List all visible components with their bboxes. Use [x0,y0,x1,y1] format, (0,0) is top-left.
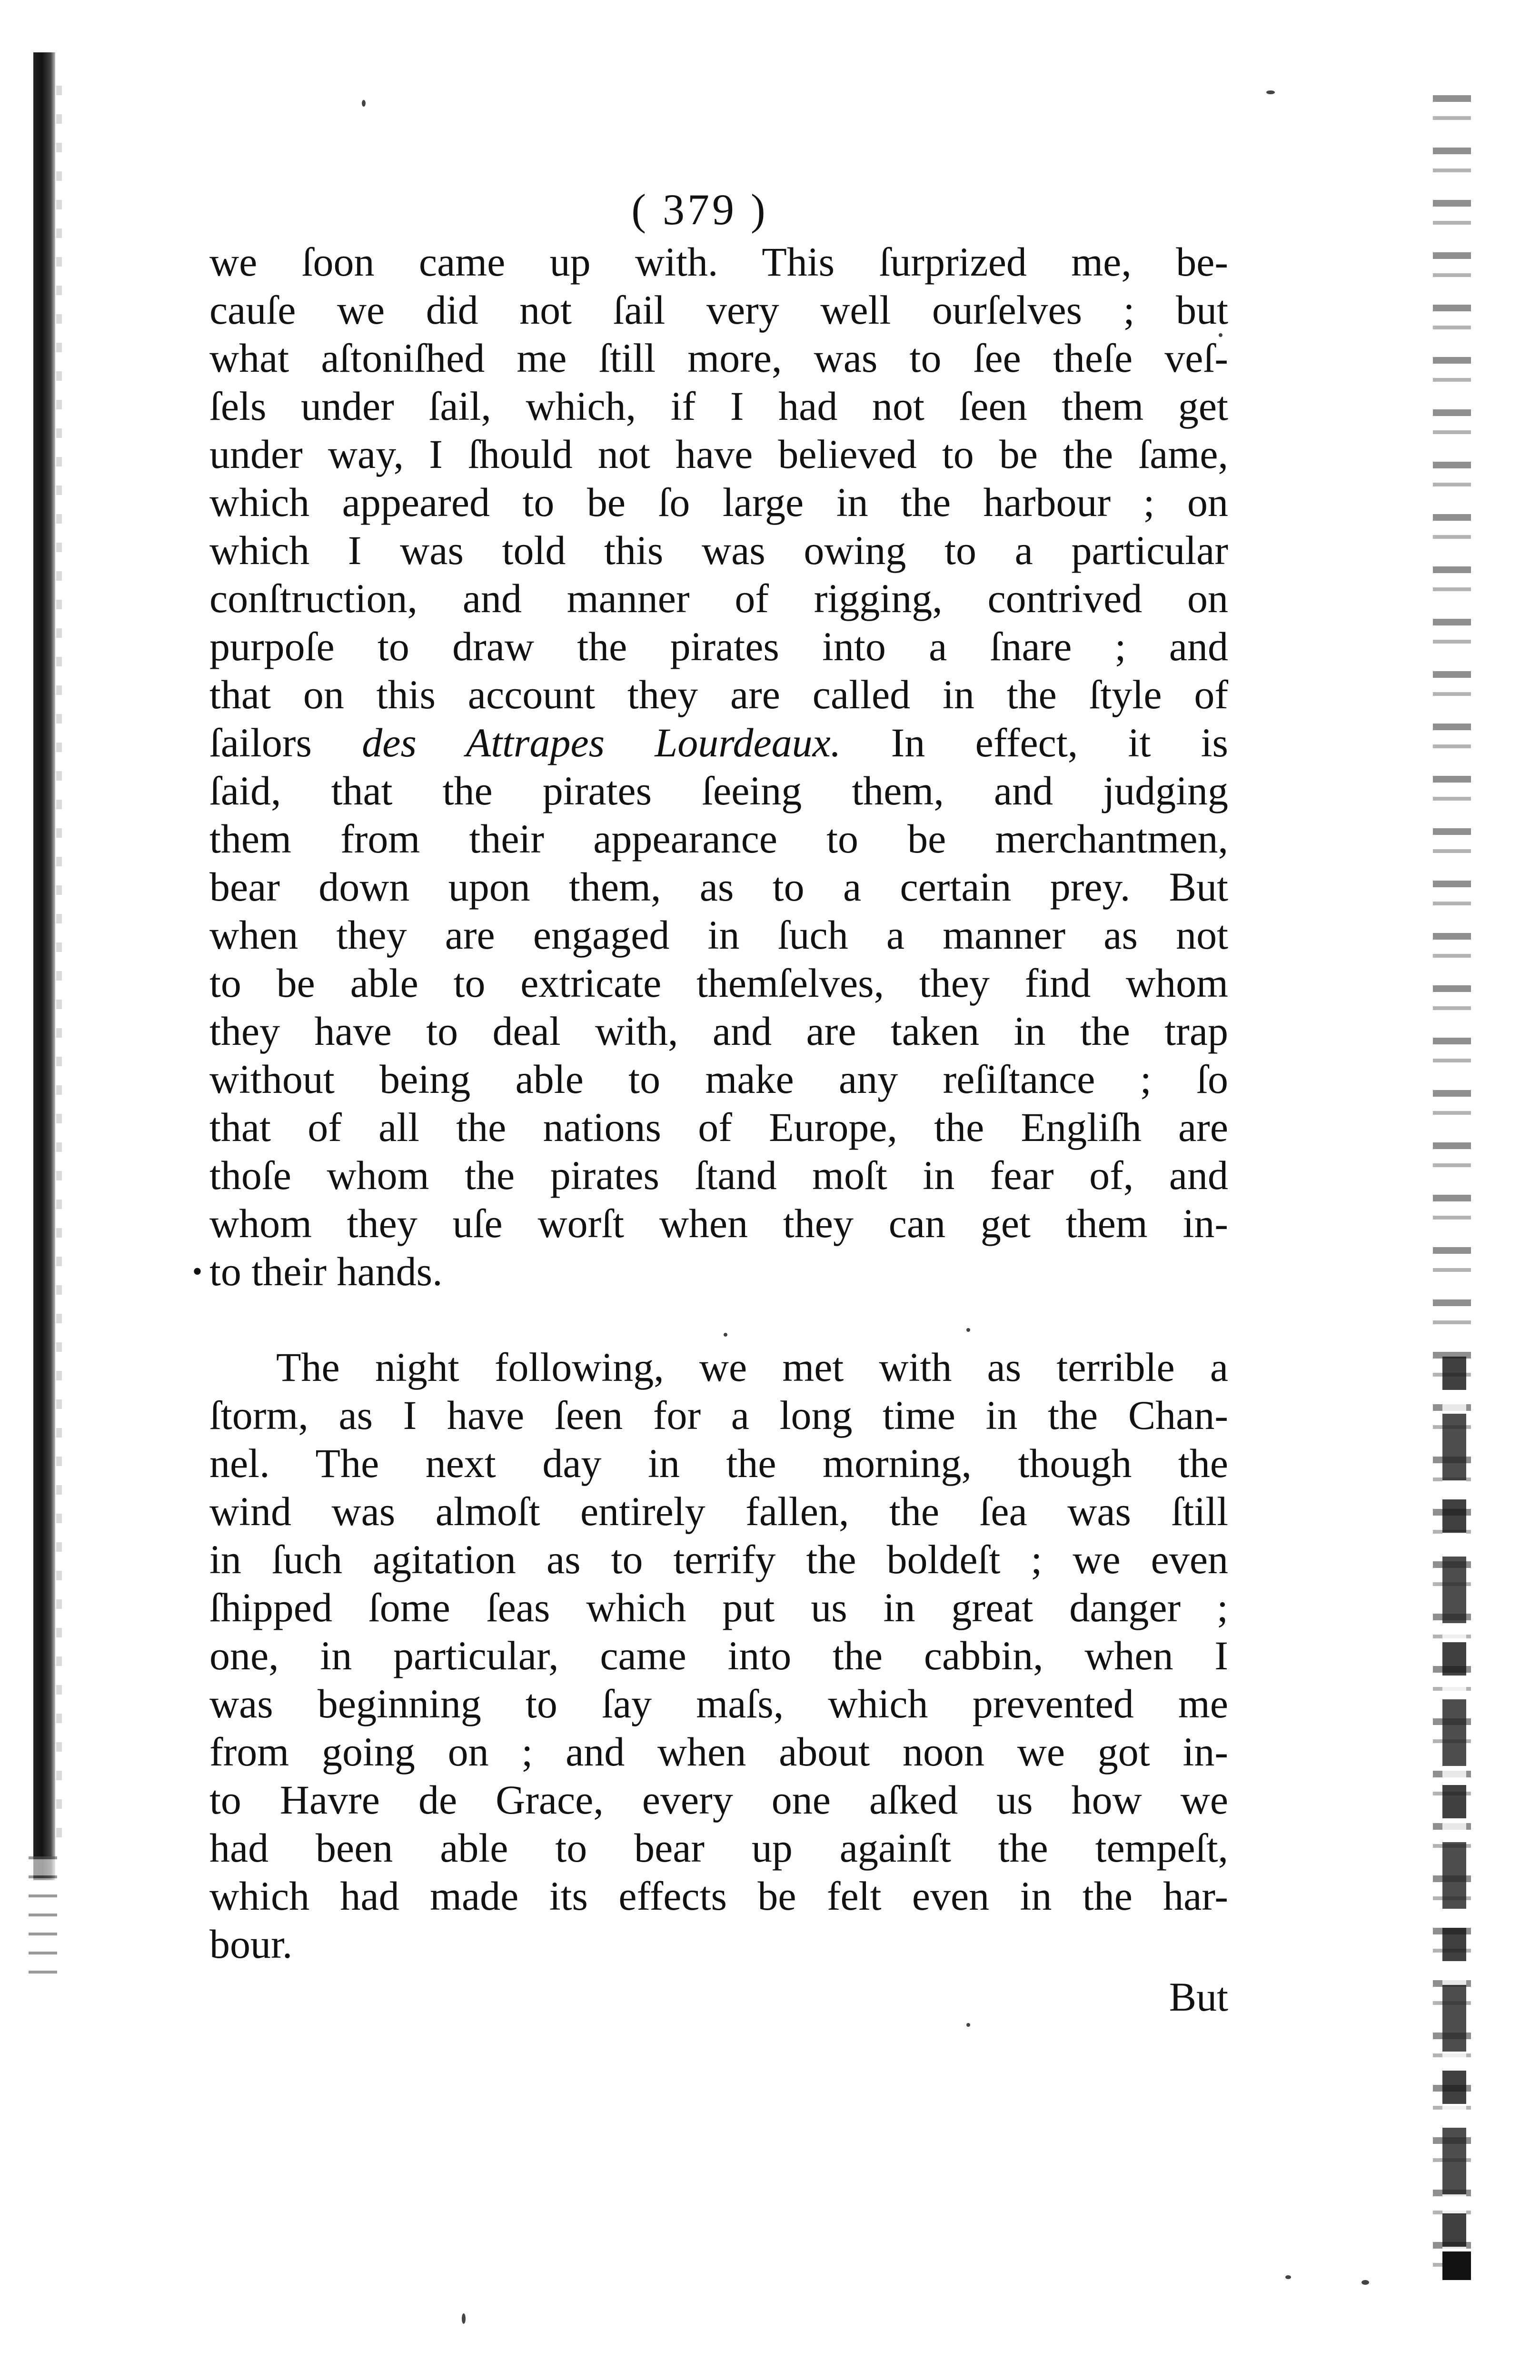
text-line: ſaid, that the pirates ſeeing them, and judging [209,768,1228,813]
text-line: ſtorm, as I have ſeen for a long time in the Chan- [209,1392,1228,1438]
text-line: which I was told this was owing to a particular [209,527,1228,573]
text-line: The night following, we met with as terrible a [276,1344,1228,1390]
text-segment: ſailors [209,720,312,765]
text-line: ſels under ſail, which, if I had not ſeen them get [209,383,1228,429]
text-line: they have to deal with, and are taken in the trap [209,1008,1228,1054]
text-line: which appeared to be ſo large in the harbour ; on [209,479,1228,525]
text-line: to be able to extricate themſelves, they find whom [209,960,1228,1006]
binding-marks-left [29,1856,57,1980]
text-line: conſtruction, and manner of rigging, contrived on [209,575,1228,621]
text-line: cauſe we did not ſail very well ourſelves ; but [209,287,1228,333]
text-line: in ſuch agitation as to terrify the boldeſt ; we even [209,1537,1228,1582]
text-line: under way, I ſhould not have believed to be the ſame, [209,431,1228,477]
text-line: whom they uſe worſt when they can get them in- [209,1200,1228,1246]
text-line: that of all the nations of Europe, the Engliſh are [209,1104,1228,1150]
binding-bleed-left [56,86,62,1847]
paragraph-1 [192,238,1228,1296]
text-line: bour. [209,1921,293,1967]
text-line: had been able to bear up againſt the tempeſt, [209,1825,1228,1871]
text-segment: to their hands. [209,1249,443,1294]
text-line: that on this account they are called in the ſtyle of [209,672,1228,717]
paragraph-gap [209,1296,1228,1343]
text-line: nel. The next day in the morning, though the [209,1440,1228,1486]
stray-dot: • [192,1256,203,1287]
text-line: when they are engaged in ſuch a manner as not [209,912,1228,958]
italic-phrase: des Attrapes Lourdeaux. [362,720,841,765]
text-line: them from their appearance to be merchantmen, [209,816,1228,862]
text-line: we ſoon came up with. This ſurprized me, be- [209,239,1228,285]
text-line: one, in particular, came into the cabbin, when I [209,1633,1228,1678]
text-line: ſhipped ſome ſeas which put us in great danger ; [209,1585,1228,1630]
text-segment: In effect, it is [841,720,1228,765]
text-line: purpoſe to draw the pirates into a ſnare ; and [209,624,1228,669]
text-line [192,1248,1228,1296]
bleed-through-right-dark [1442,1357,1466,2261]
catchword: But [1169,1974,1228,2020]
text-block [192,181,1228,2021]
text-line: from going on ; and when about noon we got in- [209,1729,1228,1775]
text-line-with-italic [209,719,1228,767]
text-line: bear down upon them, as to a certain prey. But [209,864,1228,910]
page-number: ( 379 ) [631,185,768,234]
text-line: was beginning to ſay maſs, which prevented me [209,1681,1228,1726]
text-line: which had made its effects be felt even in the har- [209,1873,1228,1919]
text-line: what aſtoniſhed me ſtill more, was to ſee theſe veſ- [209,335,1228,381]
text-line: thoſe whom the pirates ſtand moſt in fear of, and [209,1152,1228,1198]
paragraph-2 [209,1343,1228,1968]
text-line: wind was almoſt entirely fallen, the ſea was ſtill [209,1488,1228,1534]
bleed-through-right-corner [1442,2251,1471,2280]
text-line: to Havre de Grace, every one aſked us how we [209,1777,1228,1823]
binding-shadow-left [33,52,55,1880]
text-line: without being able to make any reſiſtance ; ſo [209,1056,1228,1102]
